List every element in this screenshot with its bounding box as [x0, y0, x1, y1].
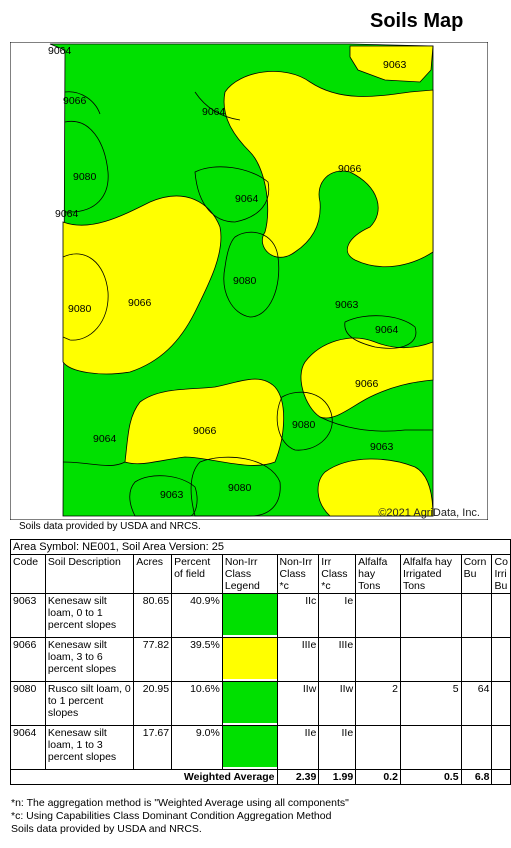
soil-code-label: 9064 — [202, 106, 226, 118]
soil-code-label: 9080 — [68, 303, 92, 315]
soil-code-label: 9064 — [375, 324, 399, 336]
weighted-average-label: Weighted Average — [11, 770, 278, 785]
col-header: Non-Irr Class *c — [277, 555, 319, 594]
footnotes — [11, 797, 349, 836]
percent-of-field: 39.5% — [172, 638, 223, 682]
soil-code-label: 9080 — [73, 171, 97, 183]
acres: 20.95 — [134, 682, 172, 726]
alfalfa-irrigated-tons — [400, 726, 461, 770]
alfalfa-irrigated-tons: 5 — [400, 682, 461, 726]
footnote: *n: The aggregation method is "Weighted Average using all components" — [11, 797, 349, 809]
legend-swatch — [223, 682, 277, 723]
irr-class: IIw — [319, 682, 356, 726]
weighted-alfalfa-irrigated: 0.5 — [400, 770, 461, 785]
soil-code: 9063 — [11, 594, 46, 638]
soil-code-label: 9080 — [233, 275, 257, 287]
acres: 17.67 — [134, 726, 172, 770]
page-title: Soils Map — [370, 10, 464, 32]
weighted-corn: 6.8 — [461, 770, 492, 785]
soil-code: 9080 — [11, 682, 46, 726]
soil-code-label: 9063 — [383, 59, 407, 71]
soil-code-label: 9066 — [355, 378, 379, 390]
corn-irrigated-bu — [492, 594, 511, 638]
map-copyright: ©2021 AgriData, Inc. — [378, 507, 480, 519]
legend-swatch — [223, 726, 277, 767]
corn-bu — [461, 638, 492, 682]
corn-bu: 64 — [461, 682, 492, 726]
table-row — [11, 594, 511, 638]
class-legend — [222, 682, 277, 726]
soil-code-label: 9063 — [160, 489, 184, 501]
col-header: Percent of field — [172, 555, 223, 594]
soil-code-label: 9066 — [63, 95, 87, 107]
col-header: Non-Irr Class Legend — [222, 555, 277, 594]
soil-code-label: 9066 — [128, 297, 152, 309]
weighted-nonirr: 2.39 — [277, 770, 319, 785]
weighted-corn-irrigated — [492, 770, 511, 785]
soil-code: 9066 — [11, 638, 46, 682]
soils-table — [10, 539, 511, 785]
soils-map — [10, 42, 488, 520]
alfalfa-irrigated-tons — [400, 638, 461, 682]
soil-code: 9064 — [11, 726, 46, 770]
col-header: Alfalfa hay Irrigated Tons — [400, 555, 461, 594]
soil-code-label: 9066 — [193, 425, 217, 437]
col-header: Acres — [134, 555, 172, 594]
acres: 77.82 — [134, 638, 172, 682]
soil-code-label: 9063 — [335, 299, 359, 311]
weighted-average-row — [11, 770, 511, 785]
soil-code-label: 9080 — [292, 419, 316, 431]
nonirr-class: IIw — [277, 682, 319, 726]
col-header: Soil Description — [45, 555, 133, 594]
table-row — [11, 726, 511, 770]
table-header-row — [11, 555, 511, 594]
corn-bu — [461, 726, 492, 770]
percent-of-field: 9.0% — [172, 726, 223, 770]
alfalfa-tons — [356, 726, 401, 770]
soil-code-label: 9080 — [228, 482, 252, 494]
col-header: Co Irri Bu — [492, 555, 511, 594]
corn-bu — [461, 594, 492, 638]
legend-swatch — [223, 594, 277, 635]
footnote: *c: Using Capabilities Class Dominant Condition Aggregation Method — [11, 810, 332, 822]
irr-class: IIIe — [319, 638, 356, 682]
col-header: Alfalfa hay Tons — [356, 555, 401, 594]
soil-code-label: 9064 — [55, 208, 79, 220]
corn-irrigated-bu — [492, 726, 511, 770]
percent-of-field: 40.9% — [172, 594, 223, 638]
soil-code-label: 9064 — [235, 193, 259, 205]
table-row — [11, 682, 511, 726]
weighted-alfalfa: 0.2 — [356, 770, 401, 785]
col-header: Irr Class *c — [319, 555, 356, 594]
legend-swatch — [223, 638, 277, 679]
soil-description: Kenesaw silt loam, 3 to 6 percent slopes — [45, 638, 133, 682]
acres: 80.65 — [134, 594, 172, 638]
footnote: Soils data provided by USDA and NRCS. — [11, 823, 202, 835]
nonirr-class: IIc — [277, 594, 319, 638]
soil-code-label: 9064 — [48, 45, 72, 57]
alfalfa-tons: 2 — [356, 682, 401, 726]
map-credit: Soils data provided by USDA and NRCS. — [19, 521, 201, 532]
corn-irrigated-bu — [492, 638, 511, 682]
alfalfa-irrigated-tons — [400, 594, 461, 638]
soil-description: Kenesaw silt loam, 1 to 3 percent slopes — [45, 726, 133, 770]
alfalfa-tons — [356, 638, 401, 682]
weighted-irr: 1.99 — [319, 770, 356, 785]
irr-class: Ie — [319, 594, 356, 638]
alfalfa-tons — [356, 594, 401, 638]
nonirr-class: IIIe — [277, 638, 319, 682]
soil-code-label: 9064 — [93, 433, 117, 445]
col-header: Corn Bu — [461, 555, 492, 594]
soil-description: Kenesaw silt loam, 0 to 1 percent slopes — [45, 594, 133, 638]
class-legend — [222, 594, 277, 638]
soil-code-label: 9063 — [370, 441, 394, 453]
area-symbol: Area Symbol: NE001, Soil Area Version: 25 — [11, 540, 511, 555]
col-header: Code — [11, 555, 46, 594]
soil-description: Rusco silt loam, 0 to 1 percent slopes — [45, 682, 133, 726]
nonirr-class: IIe — [277, 726, 319, 770]
class-legend — [222, 726, 277, 770]
corn-irrigated-bu — [492, 682, 511, 726]
percent-of-field: 10.6% — [172, 682, 223, 726]
soil-code-label: 9066 — [338, 163, 362, 175]
class-legend — [222, 638, 277, 682]
table-row — [11, 638, 511, 682]
irr-class: IIe — [319, 726, 356, 770]
